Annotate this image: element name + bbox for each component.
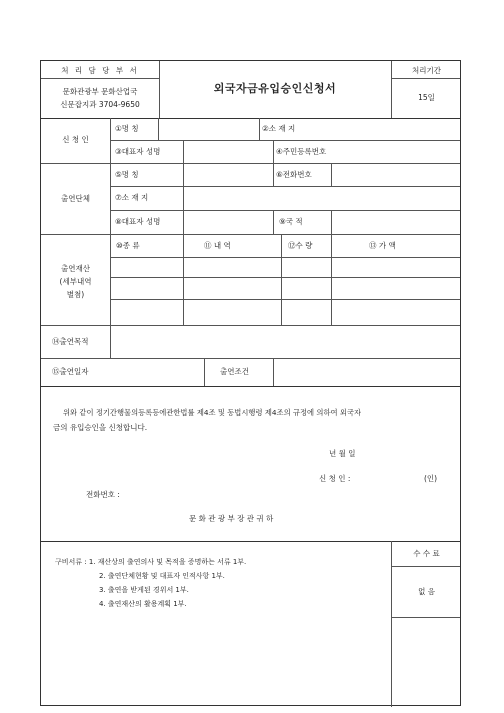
donor-address-label: ⑦소 재 지 [115,193,149,202]
applicant-rep-label: ③대표자 성명 [115,147,161,156]
dept-label: 처 리 담 당 부 서 [61,66,139,75]
rule [391,566,460,567]
documents-line3: 3. 출연을 받게된 경위서 1부. [99,586,189,594]
rule [110,118,111,358]
property-label-detail: (세부내역 [59,277,92,286]
statement-date: 년 월 일 [329,449,356,458]
donor-label: 출연단체 [61,194,90,203]
rule [110,277,460,278]
applicant-name-label: ①명 칭 [115,124,139,133]
rule [183,234,184,325]
rule [183,140,184,163]
dept-name: 문화관광부 문화산업국 [62,87,138,96]
rule [273,163,274,186]
applicant-address-label: ②소 재 지 [262,124,296,133]
donor-rep-label: ⑧대표자 성명 [115,217,161,226]
col-type: ⑩종 류 [116,241,140,250]
statement-line2: 금의 유입승인을 신청합니다. [53,423,148,432]
fee-value: 없 음 [418,587,435,596]
statement-line1: 위와 같이 정기간행물의등록등에관한법률 제4조 및 동법시행령 제4조의 규정에 의하여 외국자 [63,408,362,417]
rule [183,210,184,234]
addressee: 문 화 관 광 부 장 관 귀 하 [189,514,274,523]
phone-label: 전화번호 : [86,490,120,499]
rule [110,210,460,211]
col-qty: ⑫수 량 [288,241,313,250]
application-form [40,60,461,706]
applicant-regno-label: ④주민등록번호 [276,147,327,156]
documents-line1: 구비서류 : 1. 재산상의 출연의사 및 목적을 증명하는 서류 1부. [55,558,247,566]
rule [41,358,460,359]
rule [204,358,205,386]
rule [391,617,460,618]
documents-line2: 2. 출연단체현황 및 대표자 인적사항 1부. [99,572,225,580]
date-label: ⑮출연일자 [52,367,89,376]
rule [183,163,184,186]
rule [41,386,460,387]
col-content: ⑪ 내 역 [204,241,231,250]
rule [41,325,460,326]
rule [110,140,460,141]
rule [41,234,460,235]
seal: (인) [424,474,438,483]
documents-line4: 4. 출연재산의 활용계획 1부. [99,600,187,608]
donor-nationality-label: ⑨국 적 [279,217,303,226]
rule [273,140,274,163]
rule [110,257,460,258]
period-label: 처리기간 [412,66,441,75]
rule [259,118,260,140]
rule [331,234,332,325]
rule [41,118,460,119]
rule [391,78,460,79]
fee-label: 수 수 료 [413,549,440,558]
rule [110,186,460,187]
rule [273,358,274,386]
rule [183,186,184,210]
donor-name-label: ⑤명 칭 [115,170,139,179]
rule [158,118,159,140]
property-label: 출연재산 [61,264,90,273]
property-label-attached: 별첨) [66,290,85,299]
rule [331,210,332,234]
applicant-label: 신 청 인 [62,135,89,144]
rule [273,210,274,234]
rule [41,78,159,79]
rule [391,541,392,707]
purpose-label: ⑭출연목적 [52,337,89,346]
rule [41,541,460,542]
donor-phone-label: ⑥전화번호 [276,170,312,179]
condition-label: 출연조건 [220,367,249,376]
rule [41,163,460,164]
period-value: 15일 [418,93,435,102]
rule [110,299,460,300]
col-price: ⑬ 가 액 [369,241,396,250]
rule [281,234,282,325]
dept-contact: 신문잡지과 3704-9650 [60,100,140,109]
applicant-sign: 신 청 인 : [319,474,351,483]
rule [331,163,332,186]
form-title: 외국자금유입승인신청서 [213,82,337,95]
